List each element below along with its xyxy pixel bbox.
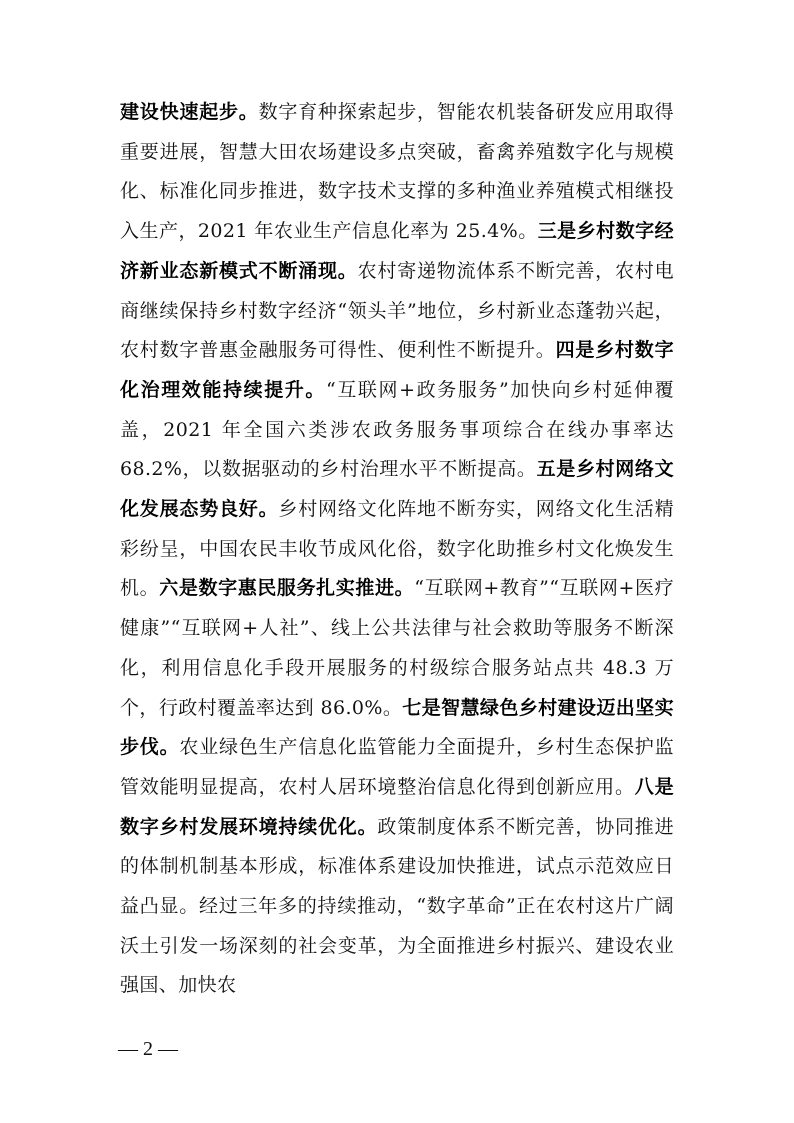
body-sentence: 政策制度体系不断完善，协同推进的体制机制基本形成，标准体系建设加快推进，试点示范效应日益凸显。经过三年多的持续推动，“数字革命”正在农村这片广阔沃土引发一场深刻的社会变革，为全面推进乡村振兴、建设农业强国、加快农 [120,815,674,997]
body-sentence: 农业绿色生产信息化监管能力全面提升，乡村生态保护监管效能明显提高，农村人居环境整治信息化得到创新应用。 [120,736,674,798]
heading-phrase: 八是数字乡村发展环境持续优化。 [120,775,674,838]
body-paragraph [120,93,674,1006]
heading-phrase: 四是乡村数字化治理效能持续提升。 [120,339,674,401]
heading-phrase: 六是数字惠民服务扎实推进。 [159,577,415,600]
body-sentence: 数字育种探索起步，智能农机装备研发应用取得重要进展，智慧大田农场建设多点突破，畜禽养殖数字化与规模化、标准化同步推进，数字技术支撑的多种渔业养殖模式相继投入生产，2021 年农业生产信息化率为 25.4%。 [120,101,674,243]
heading-phrase: 建设快速起步。 [120,101,259,123]
heading-phrase: 五是乡村网络文化发展态势良好。 [120,458,674,521]
body-sentence: 乡村网络文化阵地不断夯实，网络文化生活精彩纷呈，中国农民丰收节成风化俗，数字化助推乡村文化焕发生机。 [120,498,674,600]
body-sentence: “互联网+政务服务”加快向乡村延伸覆盖，2021 年全国六类涉农政务服务事项综合在线办事率达 68.2%，以数据驱动的乡村治理水平不断提高。 [120,378,674,481]
page-number: — 2 — [118,1038,178,1060]
body-sentence: “互联网+教育”“互联网+医疗健康”“互联网+人社”、线上公共法律与社会救助等服务不断深化，利用信息化手段开展服务的村级综合服务站点共 48.3 万个，行政村覆盖率达到 86.0%。 [120,577,675,719]
heading-phrase: 三是乡村数字经济新业态新模式不断涌现。 [120,220,674,282]
heading-phrase: 七是智慧绿色乡村建设迈出坚实步伐。 [120,696,674,759]
body-sentence: 农村寄递物流体系不断完善，农村电商继续保持乡村数字经济“领头羊”地位，乡村新业态蓬勃兴起，农村数字普惠金融服务可得性、便利性不断提升。 [120,259,674,362]
